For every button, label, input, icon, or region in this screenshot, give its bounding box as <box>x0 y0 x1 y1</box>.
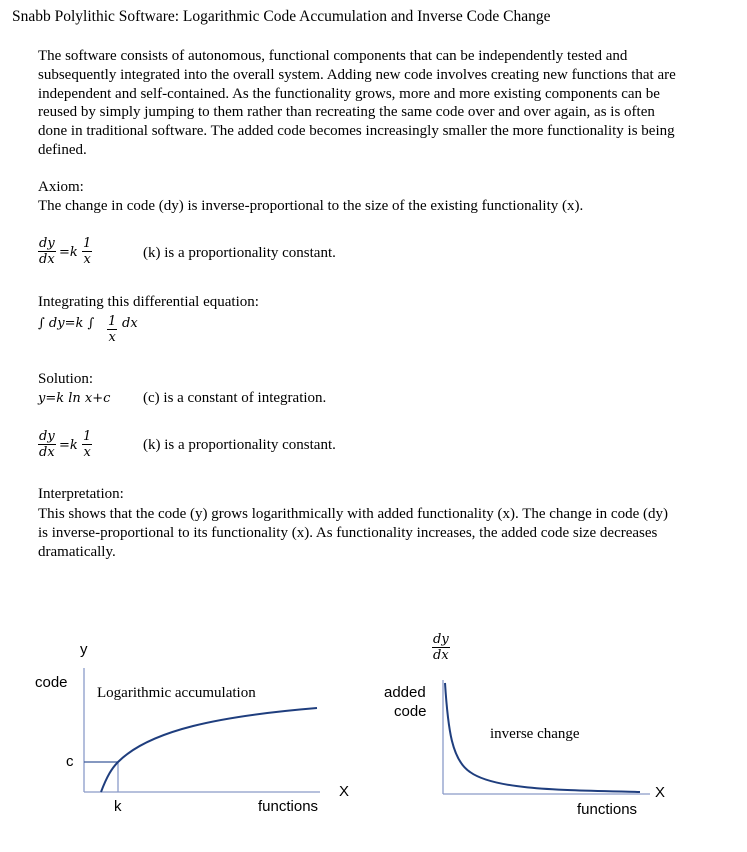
denominator: x <box>83 252 91 267</box>
right-y-label-1: added <box>384 684 426 701</box>
equals-k: =k <box>59 245 78 260</box>
left-x-axis-label: X <box>339 783 350 800</box>
intro-paragraph: The software consists of autonomous, functional components that can be independently tested and subsequently integrated into the overall system. Adding new code involves creating new functions that are independent and self-contained. As the functionality grows, more and more existing components can be reused by simply jumping to them rather than recreating the same code over and over again, as is often done in traditional software. The added code becomes increasingly smaller the more functionality is being defined. <box>38 48 676 158</box>
left-y-label: code <box>35 674 68 691</box>
left-graph-caption: Logarithmic accumulation <box>97 685 256 701</box>
right-graph-caption: inverse change <box>490 726 580 742</box>
right-x-label: functions <box>577 801 638 818</box>
interpretation-text: This shows that the code (y) grows logarithmically with added functionality (x). The change in code (dy) is inverse-proportional to its functionality (x). As functionality increases, the added code size decreases dramatically. <box>38 506 668 560</box>
numerator: dy <box>39 429 55 444</box>
axiom-text: The change in code (dy) is inverse-proportional to the size of the existing functionality (x). <box>38 198 584 214</box>
equals-k: =k <box>59 438 78 453</box>
c-label: c <box>66 753 74 770</box>
numerator: dy <box>39 236 55 251</box>
integrating-heading: Integrating this differential equation: <box>38 294 259 310</box>
right-y-label-2: code <box>394 703 427 720</box>
formula-note: (k) is a proportionality constant. <box>143 245 336 261</box>
dy-dx-label <box>432 632 450 663</box>
numerator: dy <box>433 632 449 647</box>
log-curve <box>101 708 317 792</box>
numerator: 1 <box>83 236 92 251</box>
solution-heading: Solution: <box>38 371 94 387</box>
solution-equation: y=k ln x+c <box>38 391 111 406</box>
numerator: 1 <box>108 314 117 329</box>
left-x-label: functions <box>258 798 319 815</box>
axiom-heading: Axiom: <box>38 179 84 195</box>
denominator: x <box>108 330 116 345</box>
denominator: dx <box>433 648 449 663</box>
solution-note: (c) is a constant of integration. <box>143 390 327 406</box>
denominator: x <box>83 445 91 460</box>
integral-lhs: ∫ dy=k ∫ <box>38 316 95 331</box>
denominator: dx <box>39 445 55 460</box>
numerator: 1 <box>83 429 92 444</box>
formula-note: (k) is a proportionality constant. <box>143 437 336 453</box>
left-y-axis-label: y <box>80 641 88 658</box>
denominator: dx <box>39 252 55 267</box>
right-x-axis-label: X <box>655 784 666 801</box>
integral-dx: dx <box>122 316 138 331</box>
k-label: k <box>114 798 122 815</box>
document-title: Snabb Polylithic Software: Logarithmic Code Accumulation and Inverse Code Change <box>12 8 551 25</box>
interpretation-heading: Interpretation: <box>38 486 124 502</box>
